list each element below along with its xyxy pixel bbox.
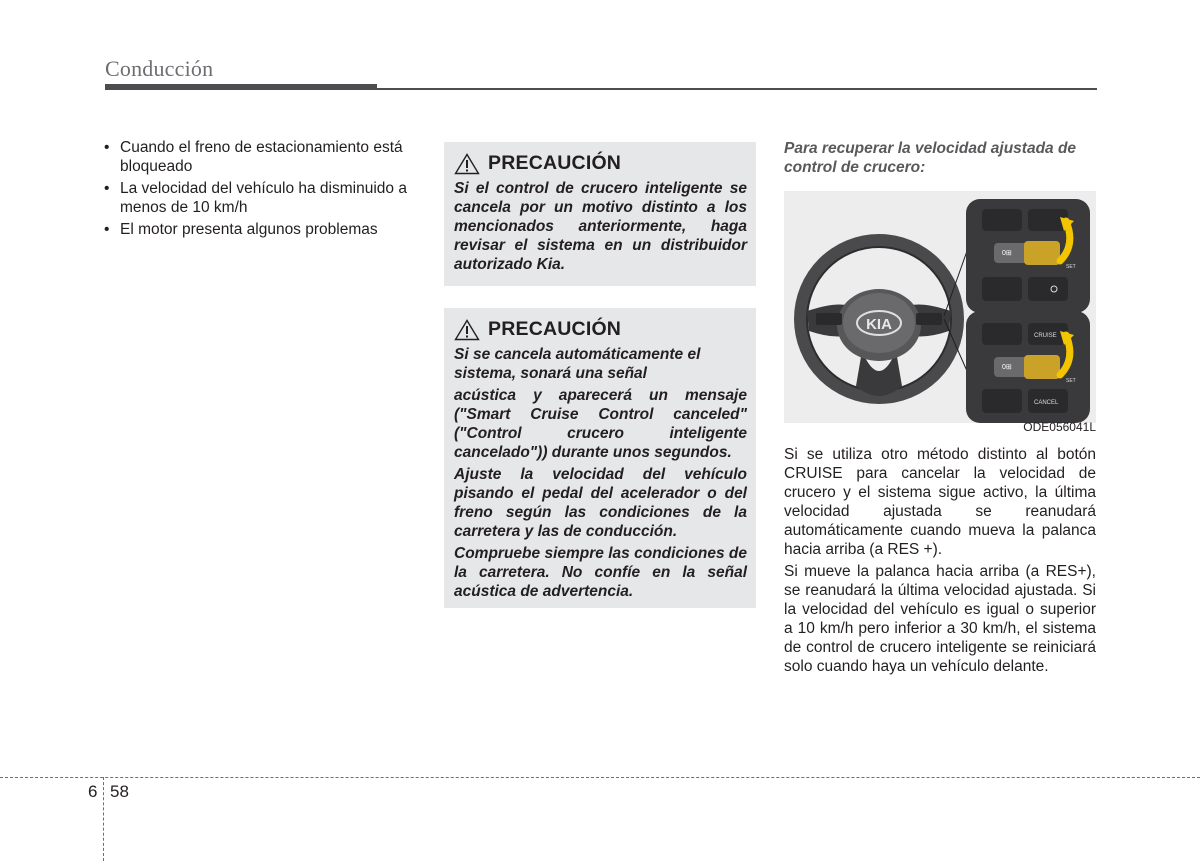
caution-title: PRECAUCIÓN	[488, 318, 622, 340]
caution-heading	[454, 318, 747, 341]
cruise-control-inset-top	[966, 199, 1090, 313]
steering-wheel-illustration	[784, 191, 1096, 423]
svg-text:SET: SET	[1066, 378, 1076, 384]
svg-text:CANCEL: CANCEL	[1034, 400, 1059, 406]
warning-triangle-icon	[454, 153, 480, 175]
caution-text: Si el control de crucero inteligente se cancela por un motivo distinto a los mencionados anteriormente, haga revisar el sistema en un distribuidor autorizado Kia.	[454, 180, 747, 273]
bullet-icon: •	[104, 139, 110, 156]
caution-box-2	[444, 308, 756, 608]
caution-text: Si se cancela automáticamente el sistema, sonará una señal	[454, 346, 701, 382]
steering-wheel-figure	[784, 191, 1096, 423]
list-item: • El motor presenta algunos problemas	[104, 221, 378, 238]
list-item: • Cuando el freno de estacionamiento está bloqueado	[104, 139, 403, 175]
svg-text:CRUISE: CRUISE	[1034, 333, 1057, 339]
caution-heading	[454, 152, 747, 175]
bullet-icon: •	[104, 180, 110, 197]
page-header-title: Conducción	[105, 56, 214, 81]
section-subheading: Para recuperar la velocidad ajustada de control de crucero:	[784, 140, 1077, 176]
footer-rule	[0, 777, 1200, 778]
caution-box-1	[444, 142, 756, 286]
cruise-control-inset-bottom	[966, 311, 1090, 423]
figure-code: ODE056041L	[1023, 420, 1096, 434]
footer-divider	[103, 777, 104, 861]
page-number: 58	[110, 782, 129, 801]
paragraph: Si se utiliza otro método distinto al botón CRUISE para cancelar la velocidad de crucero y el sistema sigue activo, la última velocidad ajustada se reanudará automáticamente cuando mueva la palanca hacia arriba (a RES +).	[784, 446, 1096, 558]
list-item: • La velocidad del vehículo ha disminuido a menos de 10 km/h	[104, 180, 407, 216]
kia-logo: KIA	[866, 316, 892, 333]
paragraph: Si mueve la palanca hacia arriba (a RES+), se reanudará la última velocidad ajustada. Si la velocidad del vehículo es igual o superior a 10 km/h pero inferior a 30 km/h, el sistema de control de crucero inteligente se reiniciará solo cuando haya un vehículo delante.	[784, 563, 1096, 675]
caution-title: PRECAUCIÓN	[488, 152, 622, 174]
warning-triangle-icon	[454, 319, 480, 341]
svg-text:0⊞: 0⊞	[1002, 250, 1012, 257]
svg-text:SET: SET	[1066, 264, 1076, 270]
header-rule-accent	[105, 84, 377, 90]
caution-text: Ajuste la velocidad del vehículo pisando el pedal del acelerador o del freno según las condiciones de la carretera y las de conducción.	[454, 466, 747, 540]
instruction-text	[784, 445, 1096, 679]
chapter-number: 6	[88, 782, 98, 801]
bullet-icon: •	[104, 221, 110, 238]
condition-list	[104, 138, 420, 242]
svg-text:0⊞: 0⊞	[1002, 364, 1012, 371]
caution-text: acústica y aparecerá un mensaje ("Smart Cruise Control canceled" ("Control crucero inteligente cancelado")) durante unos segundos.	[454, 387, 747, 461]
caution-text: Compruebe siempre las condiciones de la carretera. No confíe en la señal acústica de advertencia.	[454, 545, 747, 600]
